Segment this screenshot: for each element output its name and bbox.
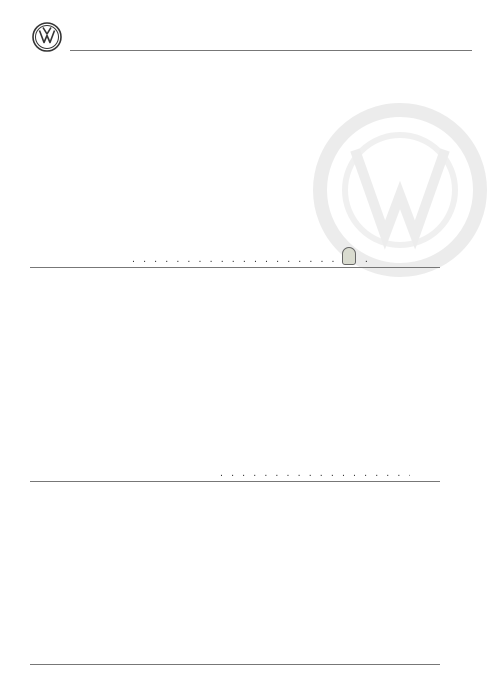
leader-dots <box>132 253 372 266</box>
watermark-inner-circle <box>345 135 455 245</box>
header-rule <box>70 50 472 51</box>
footer-rule <box>30 664 440 665</box>
page-footer <box>30 667 32 683</box>
section-rule <box>30 267 440 268</box>
figure-badge-icon <box>342 247 356 265</box>
section-rule <box>30 481 440 482</box>
page-header <box>32 22 472 64</box>
watermark-vw-mark <box>355 150 445 235</box>
leader-dots <box>220 467 410 480</box>
watermark-circle <box>320 110 480 270</box>
vw-logo-icon <box>32 22 62 52</box>
